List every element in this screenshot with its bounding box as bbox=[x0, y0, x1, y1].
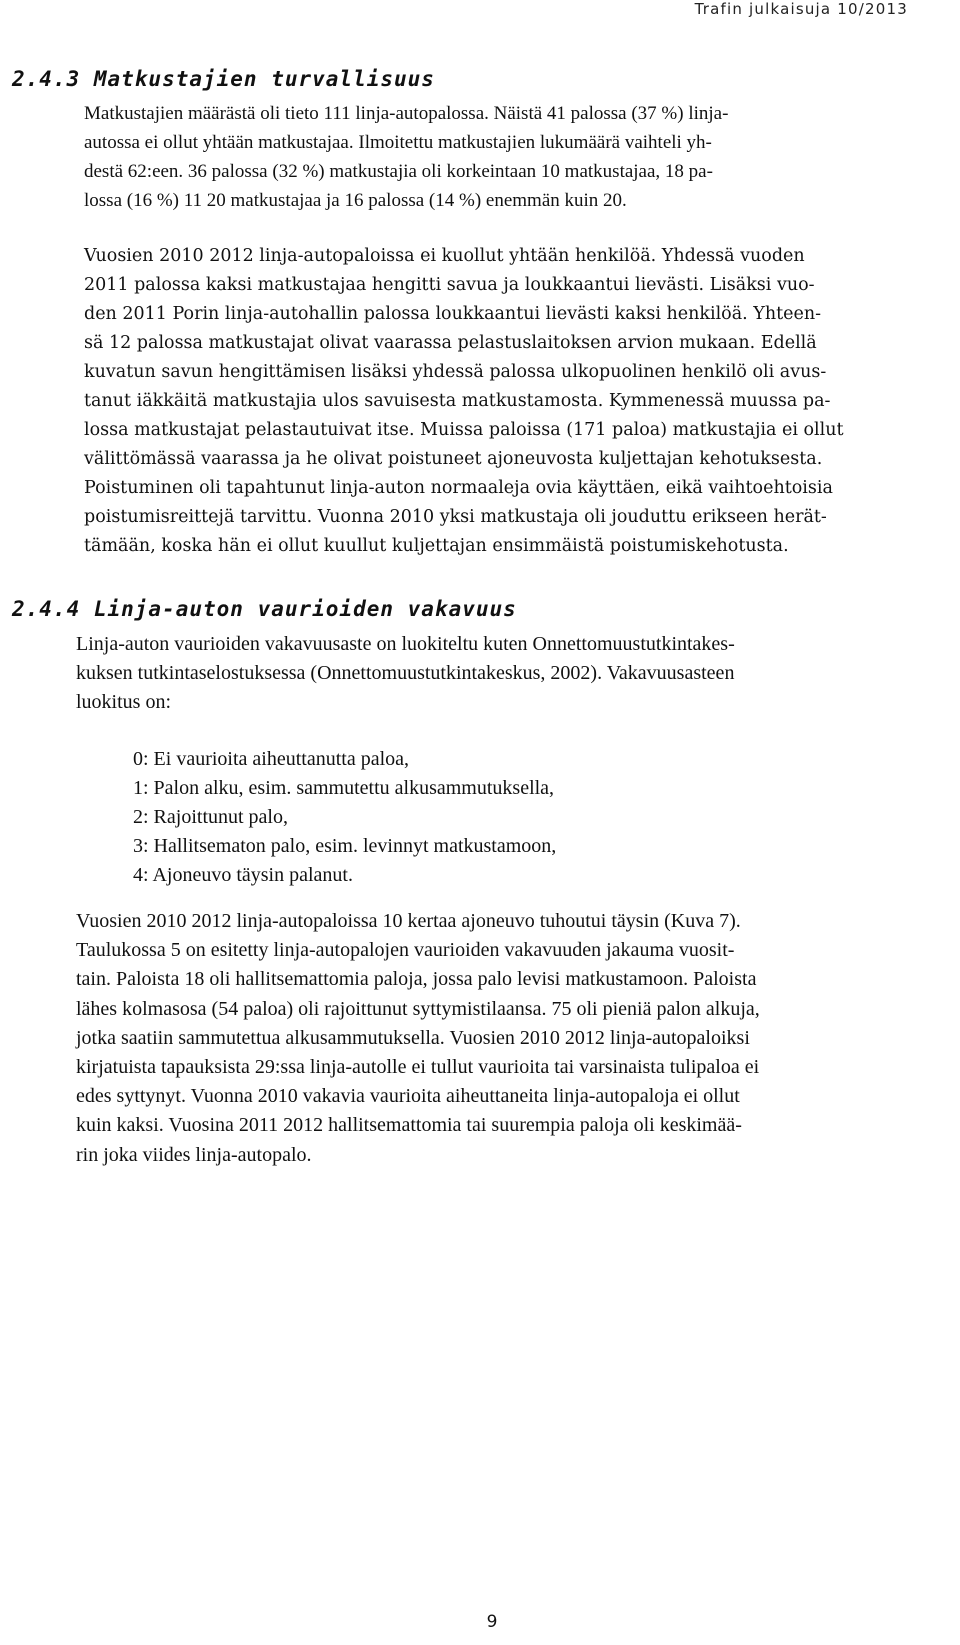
text-line: välittömässä vaarassa ja he olivat poistuneet ajoneuvosta kuljettajan kehotuksesta. bbox=[84, 449, 823, 469]
text-line: Taulukossa 5 on esitetty linja-autopalojen vaurioiden vakavuuden jakauma vuosit- bbox=[76, 939, 735, 962]
text-line: 2011 palossa kaksi matkustajaa hengitti savua ja loukkaantui lievästi. Lisäksi vuo- bbox=[84, 275, 815, 295]
text-line: lossa matkustajat pelastautuivat itse. Muissa paloissa (171 paloa) matkustajia ei ollut bbox=[84, 420, 844, 440]
text-line: destä 62:een. 36 palossa (32 %) matkustajia oli korkeintaan 10 matkustajaa, 18 pa- bbox=[84, 161, 713, 182]
paragraph-passenger-counts bbox=[84, 99, 904, 215]
text-line: Vuosien 2010 2012 linja-autopaloissa ei kuollut yhtään henkilöä. Yhdessä vuoden bbox=[84, 246, 805, 266]
page-number: 9 bbox=[486, 1612, 498, 1632]
text-line: kuvatun savun hengittämisen lisäksi yhdessä palossa ulkopuolinen henkilö oli avus- bbox=[84, 362, 827, 382]
text-line: Vuosien 2010 2012 linja-autopaloissa 10 kertaa ajoneuvo tuhoutui täysin (Kuva 7). bbox=[76, 910, 741, 932]
text-line: tämään, koska hän ei ollut kuullut kuljettajan ensimmäistä poistumiskehotusta. bbox=[84, 536, 789, 556]
text-line: kuin kaksi. Vuosina 2011 2012 hallitsemattomia tai suurempia paloja oli keskimää- bbox=[76, 1114, 742, 1137]
text-line: lossa (16 %) 11 20 matkustajaa ja 16 palossa (14 %) enemmän kuin 20. bbox=[84, 190, 627, 211]
list-item: 0: Ei vaurioita aiheuttanutta paloa, bbox=[133, 748, 410, 770]
list-item: 3: Hallitsematon palo, esim. levinnyt matkustamoon, bbox=[133, 835, 557, 857]
paragraph-severity-distribution bbox=[76, 907, 906, 1170]
section-heading-passenger-safety: 2.4.3 Matkustajien turvallisuus bbox=[12, 67, 435, 91]
text-line: rin joka viides linja-autopalo. bbox=[76, 1143, 312, 1166]
text-line: lähes kolmasosa (54 paloa) oli rajoittunut syttymistilaansa. 75 oli pieniä palon alkuja, bbox=[76, 997, 760, 1020]
text-line: Poistuminen oli tapahtunut linja-auton normaaleja ovia käyttäen, eikä vaihtoehtoisia bbox=[84, 478, 833, 498]
text-line: tain. Paloista 18 oli hallitsemattomia paloja, jossa palo levisi matkustamoon. Paloista bbox=[76, 968, 757, 991]
text-line: autossa ei ollut yhtään matkustajaa. Ilmoitettu matkustajien lukumäärä vaihteli yh- bbox=[84, 132, 712, 153]
text-line: poistumisreittejä tarvittu. Vuonna 2010 yksi matkustaja oli jouduttu erikseen herät- bbox=[84, 507, 827, 527]
text-line: edes syttynyt. Vuonna 2010 vakavia vaurioita aiheuttaneita linja-autopaloja ei ollut bbox=[76, 1085, 740, 1108]
text-line: sä 12 palossa matkustajat olivat vaarassa pelastuslaitoksen arvion mukaan. Edellä bbox=[84, 333, 817, 353]
text-line: Matkustajien määrästä oli tieto 111 linja-autopalossa. Näistä 41 palossa (37 %) linja- bbox=[84, 103, 729, 124]
text-line: tanut iäkkäitä matkustajia ulos savuisesta matkustamosta. Kymmenessä muussa pa- bbox=[84, 391, 831, 411]
text-line: kuksen tutkintaselostuksessa (Onnettomuustutkintakeskus, 2002). Vakavuusasteen bbox=[76, 662, 735, 684]
text-line: luokitus on: bbox=[76, 691, 172, 713]
text-line: kirjatuista tapauksista 29:ssa linja-autolle ei tullut vaurioita tai varsinaista tulipaloa ei bbox=[76, 1056, 760, 1079]
list-item: 1: Palon alku, esim. sammutettu alkusammutuksella, bbox=[133, 777, 555, 799]
paragraph-injuries bbox=[84, 242, 904, 561]
running-header: Trafin julkaisuja 10/2013 bbox=[694, 0, 908, 18]
text-line: jotka saatiin sammutettua alkusammutuksella. Vuosien 2010 2012 linja-autopaloiksi bbox=[76, 1026, 750, 1049]
list-item: 4: Ajoneuvo täysin palanut. bbox=[133, 864, 353, 886]
text-line: den 2011 Porin linja-autohallin palossa loukkaantui lievästi kaksi henkilöä. Yhteen- bbox=[84, 304, 822, 324]
list-item: 2: Rajoittunut palo, bbox=[133, 806, 288, 828]
paragraph-severity-intro bbox=[76, 630, 906, 717]
severity-levels-list bbox=[133, 745, 556, 890]
section-heading-damage-severity: 2.4.4 Linja-auton vaurioiden vakavuus bbox=[12, 597, 517, 621]
text-line: Linja-auton vaurioiden vakavuusaste on luokiteltu kuten Onnettomuustutkintakes- bbox=[76, 633, 735, 655]
